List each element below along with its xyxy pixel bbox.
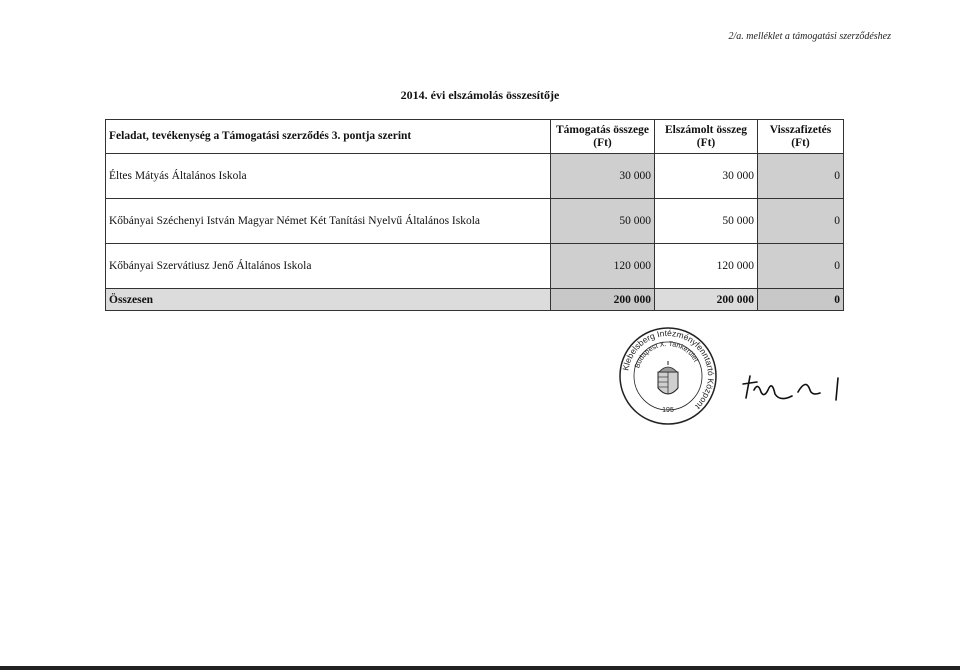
handwritten-signature bbox=[740, 368, 850, 408]
table-row bbox=[106, 244, 844, 289]
table-total-row bbox=[106, 289, 844, 311]
stamp-inner-text: Budapest X. Tankerület bbox=[634, 340, 700, 370]
document-title: 2014. évi elszámolás összesítője bbox=[400, 88, 560, 102]
row-school-name: Kőbányai Szervátiusz Jenő Általános Iskola bbox=[106, 244, 551, 289]
page-bottom-border bbox=[0, 666, 960, 670]
table-header-row bbox=[106, 120, 844, 154]
table-row bbox=[106, 154, 844, 199]
total-label: Összesen bbox=[106, 289, 551, 311]
row-support-amount: 120 000 bbox=[551, 244, 655, 289]
row-accounted-amount: 30 000 bbox=[655, 154, 758, 199]
total-support-amount: 200 000 bbox=[551, 289, 655, 311]
row-accounted-amount: 50 000 bbox=[655, 199, 758, 244]
stamp-number: 195 bbox=[662, 407, 674, 414]
total-accounted-amount: 200 000 bbox=[655, 289, 758, 311]
row-refund-amount: 0 bbox=[758, 244, 844, 289]
row-school-name: Kőbányai Széchenyi István Magyar Német Két Tanítási Nyelvű Általános Iskola bbox=[106, 199, 551, 244]
stamp-ring-text: Klebelsberg Intézményfenntartó Központ bbox=[620, 327, 717, 412]
official-stamp bbox=[618, 326, 718, 426]
row-refund-amount: 0 bbox=[758, 199, 844, 244]
table-row bbox=[106, 199, 844, 244]
column-header-task: Feladat, tevékenység a Támogatási szerződés 3. pontja szerint bbox=[106, 120, 551, 154]
summary-table bbox=[105, 119, 844, 311]
annex-note: 2/a. melléklet a támogatási szerződéshez bbox=[728, 31, 891, 42]
row-refund-amount: 0 bbox=[758, 154, 844, 199]
row-support-amount: 30 000 bbox=[551, 154, 655, 199]
column-header-support: Támogatás összege (Ft) bbox=[551, 120, 655, 154]
column-header-accounted: Elszámolt összeg (Ft) bbox=[655, 120, 758, 154]
row-school-name: Éltes Mátyás Általános Iskola bbox=[106, 154, 551, 199]
coat-of-arms-icon bbox=[658, 361, 678, 394]
column-header-refund: Visszafizetés (Ft) bbox=[758, 120, 844, 154]
row-accounted-amount: 120 000 bbox=[655, 244, 758, 289]
total-refund-amount: 0 bbox=[758, 289, 844, 311]
row-support-amount: 50 000 bbox=[551, 199, 655, 244]
